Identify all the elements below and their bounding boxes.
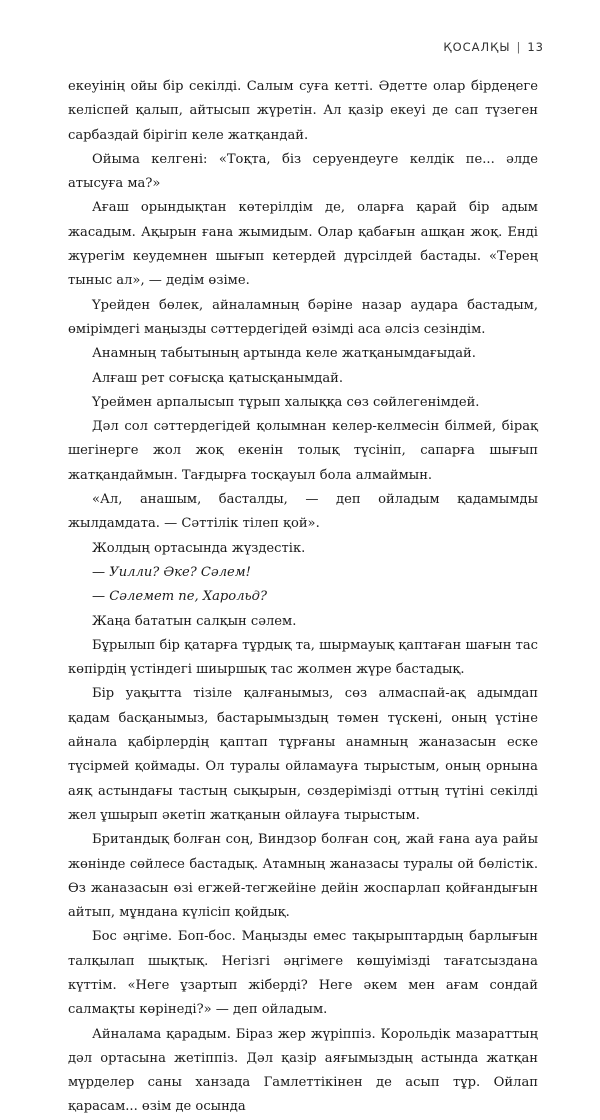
paragraph: Ойыма келгені: «Тоқта, біз серуендеуге келдік пе... әлде атысуға ма?» <box>68 151 538 192</box>
paragraph: Дәл сол сәттердегідей қолымнан келер-келмесін білмей, бірақ шегінерге жол жоқ екенін толық түсініп, сапарға шығып жатқандаймын. Тағдырға тосқауыл бола алмаймын. <box>68 419 538 483</box>
paragraph: Бұрылып бір қатарға тұрдық та, шырмауық қаптаған шағын тас көпірдің үстіндегі шиыршық тас жолмен жүре бастадық. <box>68 637 538 678</box>
header-separator: | <box>516 40 522 54</box>
body-text <box>68 75 538 1120</box>
dialogue-line: — Сәлемет пе, Харольд? <box>92 589 267 605</box>
paragraph: Британдық болған соң, Виндзор болған соң, жай ғана ауа райы жөнінде сөйлесе бастадық. Атамның жаназасы туралы ой бөлістік. Өз жаназасын өзі егжей-тегжейіне дейін жоспарлап қойғандығын айтып, мұндана күлісіп қойдық. <box>68 832 538 921</box>
paragraph: «Ал, анашым, басталды, — деп ойладым қадамымды жылдамдата. — Сәттілік тілеп қой». <box>68 492 538 532</box>
paragraph: Жолдың ортасында жүздестік. <box>92 540 306 556</box>
paragraph: Үреймен арпалысып тұрып халыққа сөз сөйлегенімдей. <box>92 394 480 410</box>
running-head <box>443 40 544 54</box>
paragraph: Үрейден бөлек, айналамның бәріне назар аудара бастадым, өмірімдегі маңызды сәттердегідей өзімді аса әлсіз сезіндім. <box>68 297 538 337</box>
paragraph: Ағаш орындықтан көтерілдім де, оларға қарай бір адым жасадым. Ақырын ғана жымидым. Олар қабағын ашқан жоқ. Енді жүрегім кеудемнен шығып кетердей дүрсілдей бастады. «Терең тыныс ал», — дедім өзіме. <box>68 200 538 289</box>
paragraph: екеуінің ойы бір секілді. Салым суға кетті. Әдетте олар бірдеңеге келіспей қалып, айтысып жүретін. Ал қазір екеуі де сап түзеген сарбаздай бірігіп келе жатқандай. <box>68 79 538 143</box>
section-title: ҚОСАЛҚЫ <box>443 40 511 54</box>
page-number: 13 <box>527 40 544 54</box>
paragraph: Бір уақытта тізіле қалғанымыз, сөз алмаспай-ақ адымдап қадам басқанымыз, бастарымыздың төмен түскені, оның үстіне айнала қабірлердің қаптап тұрғаны анамның жаназасын еске түсірмей қоймады. Ол туралы ойламауға тырыстым, оның орнына аяқ астындағы тастың сықырын, сөздерімізді оттың түтіні секілді жел ұшырып әкетіп жатқанын ойлауға тырыстым. <box>68 686 538 823</box>
paragraph: Анамның табытының артында келе жатқанымдағыдай. <box>92 346 476 362</box>
paragraph: Бос әңгіме. Боп-бос. Маңызды емес тақырыптардың барлығын талқылап шықтық. Негізгі әңгімеге көшуімізді тағатсыздана күттім. «Неге ұзартып жіберді? Неге әкем мен ағам сондай салмақты көрінеді?» — деп ойладым. <box>68 929 538 1018</box>
paragraph: Алғаш рет соғысқа қатысқанымдай. <box>92 370 344 386</box>
paragraph: Жаңа бататын салқын сәлем. <box>92 613 297 629</box>
paragraph: Айналама қарадым. Біраз жер жүріппіз. Корольдік мазараттың дәл ортасына жетіппіз. Дәл қазір аяғымыздың астында жатқан мүрделер саны ханзада Гамлеттікінен де асып тұр. Ойлап қарасам... өзім де осында <box>68 1026 538 1115</box>
dialogue-line: — Уилли? Әке? Сәлем! <box>92 564 251 580</box>
